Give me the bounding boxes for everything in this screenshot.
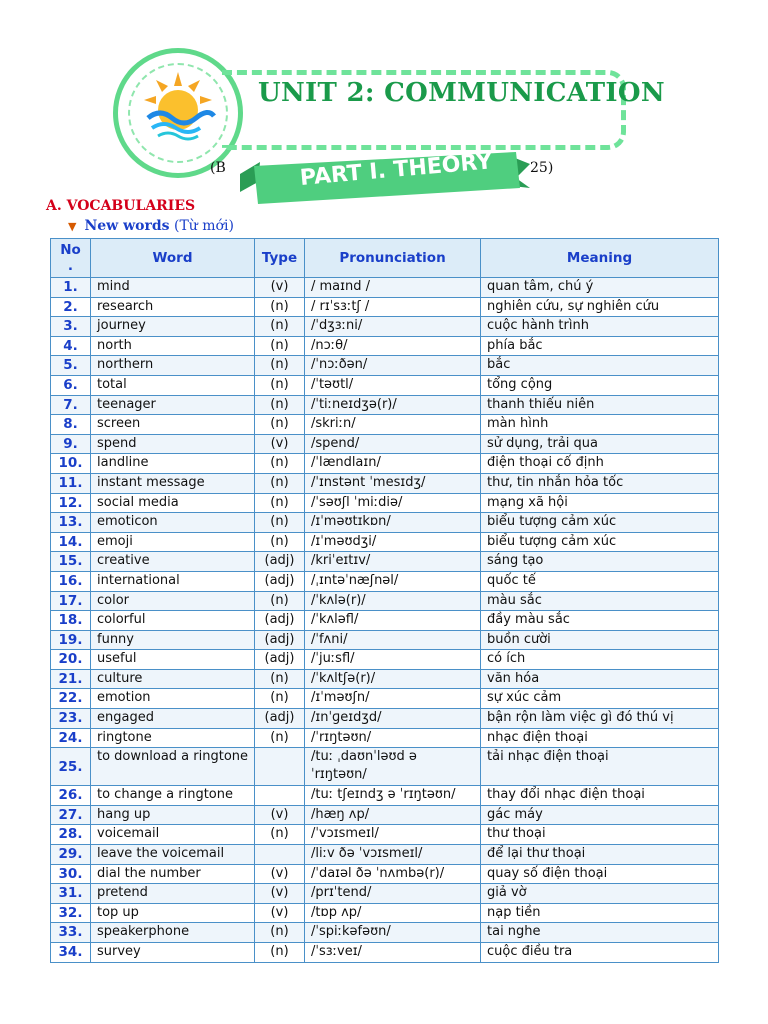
table-row: [51, 571, 719, 591]
row-type: (n): [255, 336, 305, 356]
row-word: engaged: [91, 709, 255, 729]
row-word: north: [91, 336, 255, 356]
row-word: journey: [91, 317, 255, 337]
row-pronunciation: / maɪnd /: [305, 278, 481, 298]
row-word: top up: [91, 903, 255, 923]
row-meaning: biểu tượng cảm xúc: [481, 532, 719, 552]
table-row: [51, 473, 719, 493]
row-meaning: cuộc hành trình: [481, 317, 719, 337]
table-row: [51, 650, 719, 670]
row-number: 27.: [51, 805, 91, 825]
table-row: [51, 943, 719, 963]
row-meaning: quan tâm, chú ý: [481, 278, 719, 298]
row-meaning: tải nhạc điện thoại: [481, 748, 719, 786]
row-pronunciation: /ˈtiːneɪdʒə(r)/: [305, 395, 481, 415]
row-number: 32.: [51, 903, 91, 923]
row-word: leave the voicemail: [91, 845, 255, 865]
arrow-bullet-icon: ▼: [68, 220, 77, 233]
table-row: [51, 375, 719, 395]
row-pronunciation: /ˈsɜːveɪ/: [305, 943, 481, 963]
row-word: ringtone: [91, 728, 255, 748]
row-number: 19.: [51, 630, 91, 650]
row-number: 17.: [51, 591, 91, 611]
row-pronunciation: /tuː ˌdaʊnˈləʊd ə ˈrɪŋtəʊn/: [305, 748, 481, 786]
header-pronunciation: Pronunciation: [305, 239, 481, 278]
row-word: creative: [91, 552, 255, 572]
table-row: [51, 805, 719, 825]
row-type: (n): [255, 669, 305, 689]
row-pronunciation: /tɒp ʌp/: [305, 903, 481, 923]
row-type: (v): [255, 278, 305, 298]
row-number: 8.: [51, 415, 91, 435]
section-heading: A. VOCABULARIES: [46, 198, 196, 214]
table-row: [51, 748, 719, 786]
row-number: 12.: [51, 493, 91, 513]
row-meaning: thay đổi nhạc điện thoại: [481, 786, 719, 806]
row-pronunciation: /ˈjuːsfl/: [305, 650, 481, 670]
table-row: [51, 611, 719, 631]
row-pronunciation: /ɪˈməʊtɪkɒn/: [305, 513, 481, 533]
row-word: speakerphone: [91, 923, 255, 943]
subheading-label: New words: [84, 218, 170, 234]
row-type: (n): [255, 689, 305, 709]
row-word: pretend: [91, 884, 255, 904]
row-meaning: sự xúc cảm: [481, 689, 719, 709]
row-type: [255, 786, 305, 806]
row-type: (adj): [255, 611, 305, 631]
row-number: 33.: [51, 923, 91, 943]
row-type: (n): [255, 375, 305, 395]
row-pronunciation: /hæŋ ʌp/: [305, 805, 481, 825]
table-row: [51, 923, 719, 943]
table-row: [51, 825, 719, 845]
row-word: total: [91, 375, 255, 395]
row-number: 4.: [51, 336, 91, 356]
row-meaning: điện thoại cố định: [481, 454, 719, 474]
row-pronunciation: /ˈtəʊtl/: [305, 375, 481, 395]
row-pronunciation: /ˈɪnstənt ˈmesɪdʒ/: [305, 473, 481, 493]
row-number: 31.: [51, 884, 91, 904]
row-number: 26.: [51, 786, 91, 806]
row-type: (adj): [255, 571, 305, 591]
table-row: [51, 454, 719, 474]
row-number: 23.: [51, 709, 91, 729]
row-word: colorful: [91, 611, 255, 631]
row-pronunciation: /nɔːθ/: [305, 336, 481, 356]
table-row: [51, 415, 719, 435]
row-word: teenager: [91, 395, 255, 415]
header-word: Word: [91, 239, 255, 278]
row-number: 11.: [51, 473, 91, 493]
row-meaning: để lại thư thoại: [481, 845, 719, 865]
table-row: [51, 864, 719, 884]
row-type: (v): [255, 903, 305, 923]
row-meaning: màn hình: [481, 415, 719, 435]
unit-title: UNIT 2: COMMUNICATION: [258, 78, 665, 108]
row-pronunciation: /ˈsəʊʃl ˈmiːdiə/: [305, 493, 481, 513]
header-meaning: Meaning: [481, 239, 719, 278]
row-number: 3.: [51, 317, 91, 337]
table-row: [51, 689, 719, 709]
row-type: (n): [255, 923, 305, 943]
table-row: [51, 513, 719, 533]
row-meaning: đầy màu sắc: [481, 611, 719, 631]
row-number: 29.: [51, 845, 91, 865]
row-type: (n): [255, 591, 305, 611]
row-type: (adj): [255, 650, 305, 670]
subheading-translation: (Từ mới): [174, 218, 234, 234]
row-number: 6.: [51, 375, 91, 395]
row-number: 14.: [51, 532, 91, 552]
row-type: (v): [255, 884, 305, 904]
row-type: (n): [255, 395, 305, 415]
row-type: (n): [255, 454, 305, 474]
table-row: [51, 317, 719, 337]
row-pronunciation: /ɪˈməʊdʒi/: [305, 532, 481, 552]
table-row: [51, 845, 719, 865]
row-pronunciation: /prɪˈtend/: [305, 884, 481, 904]
row-pronunciation: /ˌɪntəˈnæʃnəl/: [305, 571, 481, 591]
ribbon-label: PART I. THEORY: [298, 149, 494, 191]
row-meaning: sáng tạo: [481, 552, 719, 572]
row-type: (n): [255, 532, 305, 552]
row-meaning: biểu tượng cảm xúc: [481, 513, 719, 533]
row-word: to download a ringtone: [91, 748, 255, 786]
row-number: 34.: [51, 943, 91, 963]
row-number: 22.: [51, 689, 91, 709]
table-row: [51, 709, 719, 729]
row-pronunciation: /ˈdaɪəl ðə ˈnʌmbə(r)/: [305, 864, 481, 884]
row-word: color: [91, 591, 255, 611]
table-row: [51, 728, 719, 748]
row-word: screen: [91, 415, 255, 435]
row-type: (n): [255, 825, 305, 845]
row-word: instant message: [91, 473, 255, 493]
row-word: culture: [91, 669, 255, 689]
row-word: research: [91, 297, 255, 317]
row-word: emoji: [91, 532, 255, 552]
row-number: 13.: [51, 513, 91, 533]
row-word: voicemail: [91, 825, 255, 845]
row-meaning: phía bắc: [481, 336, 719, 356]
row-meaning: bắc: [481, 356, 719, 376]
row-number: 7.: [51, 395, 91, 415]
row-number: 2.: [51, 297, 91, 317]
row-word: spend: [91, 434, 255, 454]
row-type: (n): [255, 356, 305, 376]
row-word: mind: [91, 278, 255, 298]
table-row: [51, 395, 719, 415]
row-pronunciation: /ˈfʌni/: [305, 630, 481, 650]
row-meaning: mạng xã hội: [481, 493, 719, 513]
subheading: [68, 218, 234, 234]
row-meaning: tổng cộng: [481, 375, 719, 395]
row-word: social media: [91, 493, 255, 513]
row-number: 24.: [51, 728, 91, 748]
row-word: useful: [91, 650, 255, 670]
row-number: 28.: [51, 825, 91, 845]
row-type: (n): [255, 513, 305, 533]
row-pronunciation: /ˈnɔːðən/: [305, 356, 481, 376]
row-meaning: thanh thiếu niên: [481, 395, 719, 415]
table-header-row: [51, 239, 719, 278]
table-row: [51, 884, 719, 904]
vocabulary-table: [50, 238, 719, 963]
row-pronunciation: /skriːn/: [305, 415, 481, 435]
row-type: (n): [255, 297, 305, 317]
row-number: 9.: [51, 434, 91, 454]
row-number: 10.: [51, 454, 91, 474]
row-meaning: cuộc điều tra: [481, 943, 719, 963]
table-row: [51, 591, 719, 611]
row-pronunciation: /tuː tʃeɪndʒ ə ˈrɪŋtəʊn/: [305, 786, 481, 806]
row-meaning: quay số điện thoại: [481, 864, 719, 884]
row-type: (n): [255, 728, 305, 748]
row-type: (n): [255, 493, 305, 513]
row-pronunciation: / rɪˈsɜːtʃ /: [305, 297, 481, 317]
subtitle-left: (B: [210, 160, 226, 176]
table-row: [51, 669, 719, 689]
row-word: survey: [91, 943, 255, 963]
row-meaning: sử dụng, trải qua: [481, 434, 719, 454]
row-type: (v): [255, 434, 305, 454]
row-meaning: văn hóa: [481, 669, 719, 689]
row-number: 18.: [51, 611, 91, 631]
row-type: (n): [255, 317, 305, 337]
table-row: [51, 630, 719, 650]
row-type: (adj): [255, 709, 305, 729]
header-no: No .: [51, 239, 91, 278]
row-meaning: bận rộn làm việc gì đó thú vị: [481, 709, 719, 729]
row-word: emotion: [91, 689, 255, 709]
row-pronunciation: /ɪˈməʊʃn/: [305, 689, 481, 709]
row-pronunciation: /ˈdʒɜːni/: [305, 317, 481, 337]
row-pronunciation: /spend/: [305, 434, 481, 454]
row-type: [255, 748, 305, 786]
row-number: 21.: [51, 669, 91, 689]
row-type: (v): [255, 864, 305, 884]
row-meaning: nghiên cứu, sự nghiên cứu: [481, 297, 719, 317]
row-type: [255, 845, 305, 865]
row-number: 25.: [51, 748, 91, 786]
row-number: 16.: [51, 571, 91, 591]
row-meaning: buồn cười: [481, 630, 719, 650]
row-word: northern: [91, 356, 255, 376]
row-type: (n): [255, 943, 305, 963]
row-number: 20.: [51, 650, 91, 670]
row-meaning: tai nghe: [481, 923, 719, 943]
row-type: (n): [255, 473, 305, 493]
row-meaning: có ích: [481, 650, 719, 670]
row-meaning: màu sắc: [481, 591, 719, 611]
row-pronunciation: /ˈrɪŋtəʊn/: [305, 728, 481, 748]
row-pronunciation: /ˈspiːkəfəʊn/: [305, 923, 481, 943]
table-row: [51, 493, 719, 513]
row-number: 30.: [51, 864, 91, 884]
row-word: international: [91, 571, 255, 591]
row-meaning: nạp tiền: [481, 903, 719, 923]
row-meaning: nhạc điện thoại: [481, 728, 719, 748]
row-word: funny: [91, 630, 255, 650]
table-row: [51, 786, 719, 806]
row-type: (adj): [255, 630, 305, 650]
subtitle-right: 25): [530, 160, 554, 176]
page-header: [0, 0, 768, 210]
row-meaning: gác máy: [481, 805, 719, 825]
row-pronunciation: /ˈkʌlə(r)/: [305, 591, 481, 611]
row-pronunciation: /kriˈeɪtɪv/: [305, 552, 481, 572]
sun-wave-icon: [138, 70, 218, 150]
row-number: 1.: [51, 278, 91, 298]
row-meaning: thư thoại: [481, 825, 719, 845]
row-pronunciation: /ɪnˈɡeɪdʒd/: [305, 709, 481, 729]
row-type: (v): [255, 805, 305, 825]
row-number: 5.: [51, 356, 91, 376]
row-pronunciation: /ˈkʌləfl/: [305, 611, 481, 631]
table-row: [51, 903, 719, 923]
row-number: 15.: [51, 552, 91, 572]
table-row: [51, 552, 719, 572]
row-meaning: quốc tế: [481, 571, 719, 591]
table-row: [51, 356, 719, 376]
row-word: to change a ringtone: [91, 786, 255, 806]
table-row: [51, 336, 719, 356]
row-meaning: thư, tin nhắn hỏa tốc: [481, 473, 719, 493]
row-pronunciation: /ˈlændlaɪn/: [305, 454, 481, 474]
row-meaning: giả vờ: [481, 884, 719, 904]
table-row: [51, 297, 719, 317]
table-row: [51, 434, 719, 454]
row-pronunciation: /ˈvɔɪsmeɪl/: [305, 825, 481, 845]
row-word: landline: [91, 454, 255, 474]
header-type: Type: [255, 239, 305, 278]
row-type: (n): [255, 415, 305, 435]
row-pronunciation: /ˈkʌltʃə(r)/: [305, 669, 481, 689]
table-row: [51, 532, 719, 552]
row-word: hang up: [91, 805, 255, 825]
row-pronunciation: /liːv ðə ˈvɔɪsmeɪl/: [305, 845, 481, 865]
table-row: [51, 278, 719, 298]
row-word: dial the number: [91, 864, 255, 884]
row-word: emoticon: [91, 513, 255, 533]
row-type: (adj): [255, 552, 305, 572]
